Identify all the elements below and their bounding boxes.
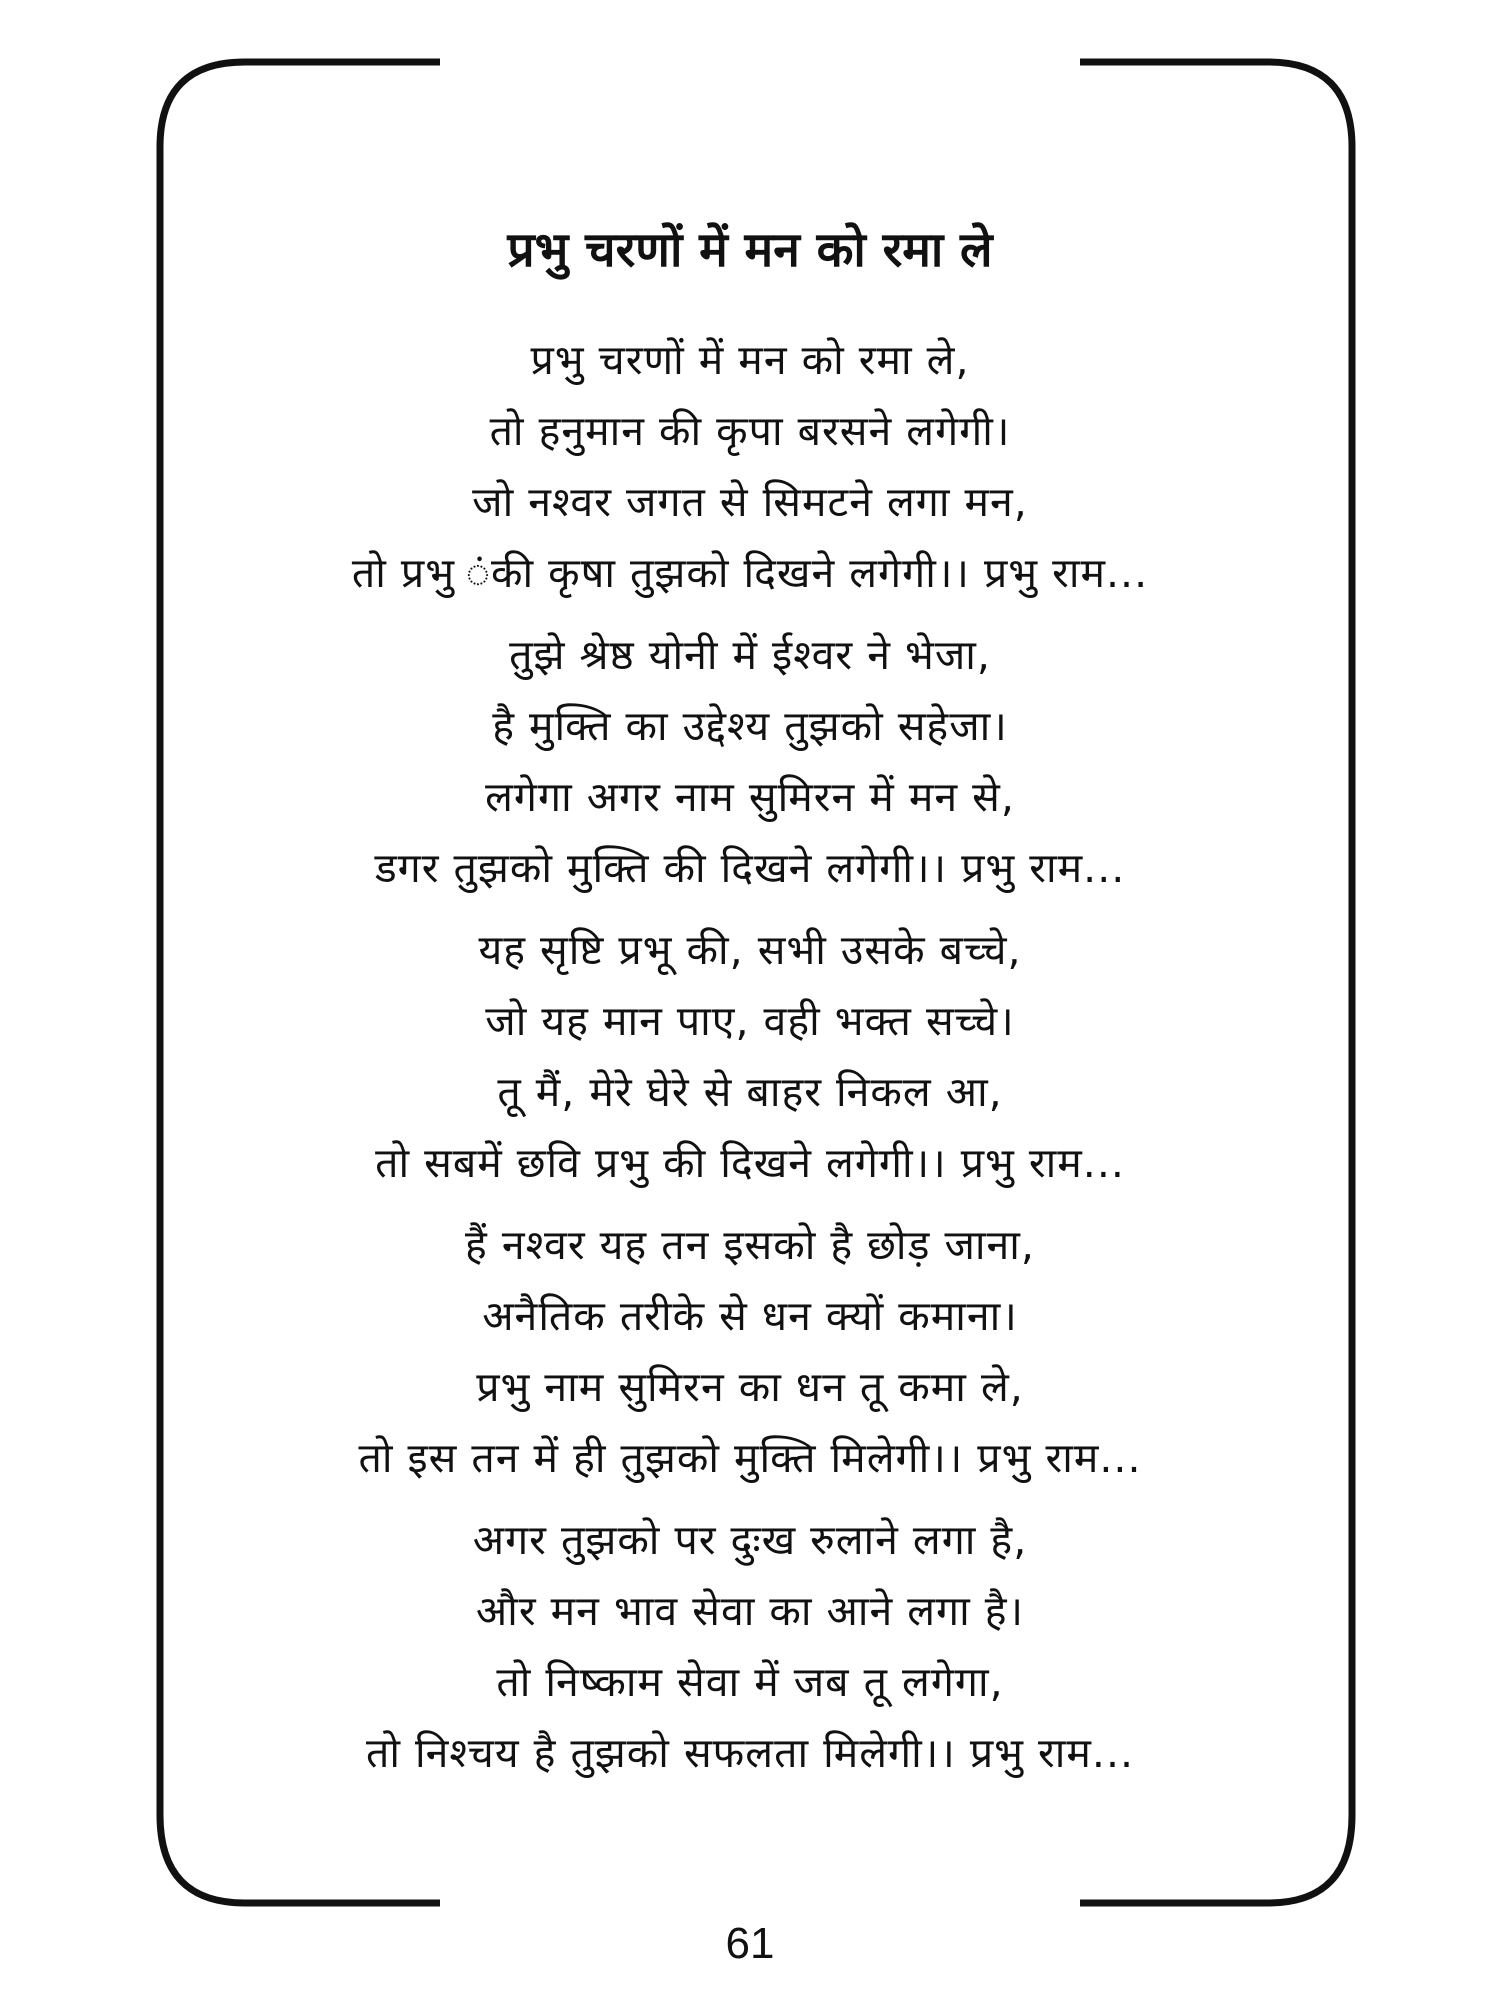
poem	[150, 325, 1350, 1800]
poem-line: लगेगा अगर नाम सुमिरन में मन से,	[485, 773, 1015, 821]
poem-line: अगर तुझको पर दुःख रुलाने लगा है,	[472, 1516, 1028, 1564]
stanza-3	[150, 915, 1350, 1199]
stanza-4	[150, 1210, 1350, 1494]
stanza-1	[150, 325, 1350, 609]
poem-line: और मन भाव सेवा का आने लगा है।	[475, 1587, 1025, 1635]
stanza-2	[150, 620, 1350, 904]
poem-line: तुझे श्रेष्ठ योनी में ईश्वर ने भेजा,	[509, 631, 991, 679]
poem-line: तो प्रभु ंकी कृषा तुझको दिखने लगेगी।। प्रभु राम...	[351, 549, 1149, 597]
poem-line: तू मैं, मेरे घेरे से बाहर निकल आ,	[497, 1068, 1003, 1116]
poem-line: डगर तुझको मुक्ति की दिखने लगेगी।। प्रभु राम...	[374, 844, 1126, 892]
poem-line: यह सृष्टि प्रभू की, सभी उसके बच्चे,	[478, 926, 1022, 974]
poem-line: तो हनुमान की कृपा बरसने लगेगी।	[489, 407, 1011, 455]
stanza-5	[150, 1505, 1350, 1789]
poem-line: जो नश्वर जगत से सिमटने लगा मन,	[472, 478, 1028, 526]
poem-line: तो निष्काम सेवा में जब तू लगेगा,	[496, 1658, 1004, 1706]
poem-line: है मुक्ति का उद्देश्य तुझको सहेजा।	[492, 702, 1008, 750]
poem-line: तो सबमें छवि प्रभु की दिखने लगेगी।। प्रभु राम...	[375, 1139, 1125, 1187]
poem-line: हैं नश्वर यह तन इसको है छोड़ जाना,	[465, 1221, 1035, 1269]
page-title: प्रभु चरणों में मन को रमा ले	[507, 222, 993, 278]
poem-line: तो इस तन में ही तुझको मुक्ति मिलेगी।। प्रभु राम...	[358, 1434, 1142, 1482]
page-number: 61	[725, 1919, 775, 1968]
poem-line: जो यह मान पाए, वही भक्त सच्चे।	[485, 997, 1015, 1045]
poem-line: प्रभु नाम सुमिरन का धन तू कमा ले,	[476, 1363, 1024, 1411]
poem-line: तो निश्चय है तुझको सफलता मिलेगी।। प्रभु राम...	[365, 1729, 1135, 1777]
poem-line: अनैतिक तरीके से धन क्यों कमाना।	[482, 1292, 1018, 1340]
poem-line: प्रभु चरणों में मन को रमा ले,	[530, 336, 970, 384]
